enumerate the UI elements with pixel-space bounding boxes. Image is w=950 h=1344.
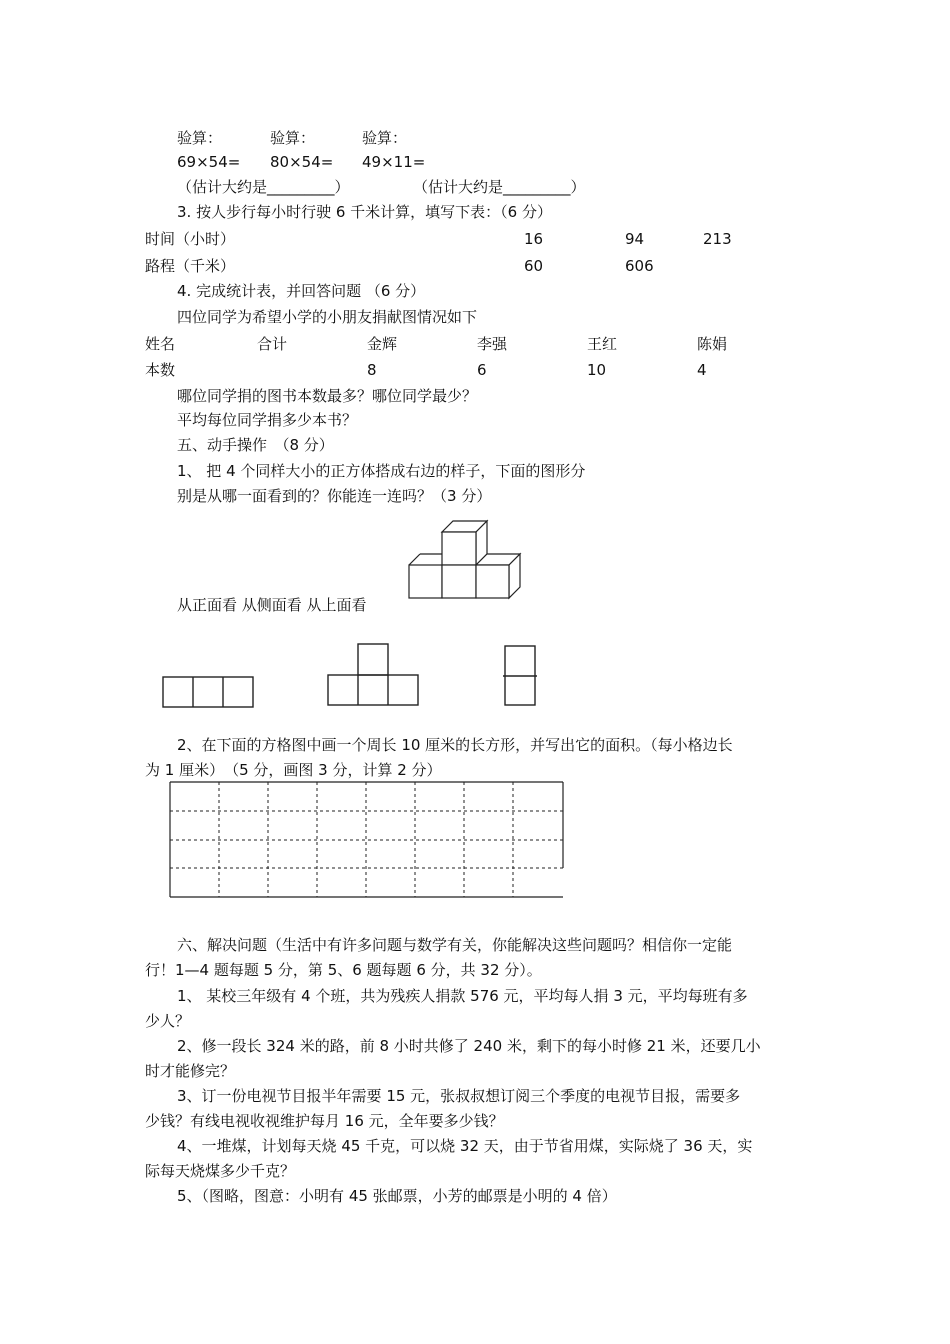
q3-row1-val-2: 94 [625, 230, 645, 248]
q4-intro: 四位同学为希望小学的小朋友捐献图情况如下 [177, 308, 478, 326]
cube-stack-figure [405, 518, 525, 602]
sec5-q2-line1: 2、在下面的方格图中画一个周长 10 厘米的长方形，并写出它的面积。（每小格边长 [177, 736, 733, 754]
sec6-title-line1: 六、解决问题（生活中有许多问题与数学有关，你能解决这些问题吗？相信你一定能 [177, 936, 733, 954]
verify-label-3: 验算： [362, 129, 408, 147]
q3-row1-val-3: 213 [703, 230, 732, 248]
view-front-figure [162, 676, 255, 709]
q3-row1-val-1: 16 [524, 230, 544, 248]
sec5-q1-line1: 1、 把 4 个同样大小的正方体搭成右边的样子，下面的图形分 [177, 462, 586, 480]
q4-row-wanghong: 10 [587, 361, 607, 379]
sec6-p3-line1: 3、订一份电视节目报半年需要 15 元，张叔叔想订阅三个季度的电视节目报，需要多 [177, 1087, 741, 1105]
q3-row1-label: 时间（小时） [145, 230, 236, 248]
sec5-views: 从正面看 从侧面看 从上面看 [177, 596, 367, 614]
sec6-p3-line2: 少钱？有线电视收视维护每月 16 元，全年要多少钱？ [145, 1112, 504, 1130]
sec6-p4-line2: 际每天烧煤多少千克？ [145, 1162, 296, 1180]
q4-question-1: 哪位同学捐的图书本数最多？哪位同学最少？ [177, 387, 478, 405]
verify-expr-2: 80×54= [270, 153, 334, 171]
q4-header-jinhui: 金辉 [367, 335, 398, 353]
sec6-p4-line1: 4、一堆煤，计划每天烧 45 千克，可以烧 32 天，由于节省用煤，实际烧了 36 天，实 [177, 1137, 753, 1155]
verify-expr-3: 49×11= [362, 153, 426, 171]
estimate-2: （估计大约是_________） [413, 178, 586, 196]
sec6-p2-line2: 时才能修完？ [145, 1062, 236, 1080]
sec5-q2-line2: 为 1 厘米） （5 分，画图 3 分，计算 2 分） [145, 761, 442, 779]
sec6-title-line2: 行！1—4 题每题 5 分，第 5、6 题每题 6 分，共 32 分）。 [145, 961, 542, 979]
q3-row2-label: 路程（千米） [145, 257, 236, 275]
q4-header-liqiang: 李强 [477, 335, 508, 353]
view-side-figure [327, 643, 421, 707]
q4-header-chenjuan: 陈娟 [697, 335, 728, 353]
estimate-1: （估计大约是_________） [177, 178, 350, 196]
q3-row2-val-1: 60 [524, 257, 544, 275]
view-top-figure [503, 645, 539, 707]
q3-title: 3. 按人步行每小时行驶 6 千米计算，填写下表：（6 分） [177, 203, 552, 221]
q4-title: 4. 完成统计表，并回答问题 （6 分） [177, 282, 426, 300]
verify-label-1: 验算： [177, 129, 223, 147]
q4-header-name: 姓名 [145, 335, 176, 353]
q4-question-2: 平均每位同学捐多少本书？ [177, 411, 358, 429]
q4-header-total: 合计 [257, 335, 288, 353]
q4-header-wanghong: 王红 [587, 335, 618, 353]
verify-expr-1: 69×54= [177, 153, 241, 171]
sec5-q1-line2: 别是从哪一面看到的？你能连一连吗？（3 分） [177, 487, 492, 505]
sec6-p2-line1: 2、修一段长 324 米的路，前 8 小时共修了 240 米，剩下的每小时修 21 米，还要几小 [177, 1037, 761, 1055]
q4-row-chenjuan: 4 [697, 361, 707, 379]
sec6-p5: 5、（图略，图意：小明有 45 张邮票，小芳的邮票是小明的 4 倍） [177, 1187, 617, 1205]
q3-row2-val-2: 606 [625, 257, 654, 275]
sec6-p1-line2: 少人？ [145, 1012, 191, 1030]
square-grid[interactable] [168, 781, 566, 901]
sec5-title: 五、动手操作 （8 分） [177, 436, 334, 454]
sec6-p1-line1: 1、 某校三年级有 4 个班，共为残疾人捐款 576 元，平均每人捐 3 元，平均每班有多 [177, 987, 748, 1005]
q4-row-liqiang: 6 [477, 361, 487, 379]
q4-row-jinhui: 8 [367, 361, 377, 379]
q4-row-label: 本数 [145, 361, 176, 379]
verify-label-2: 验算： [270, 129, 316, 147]
